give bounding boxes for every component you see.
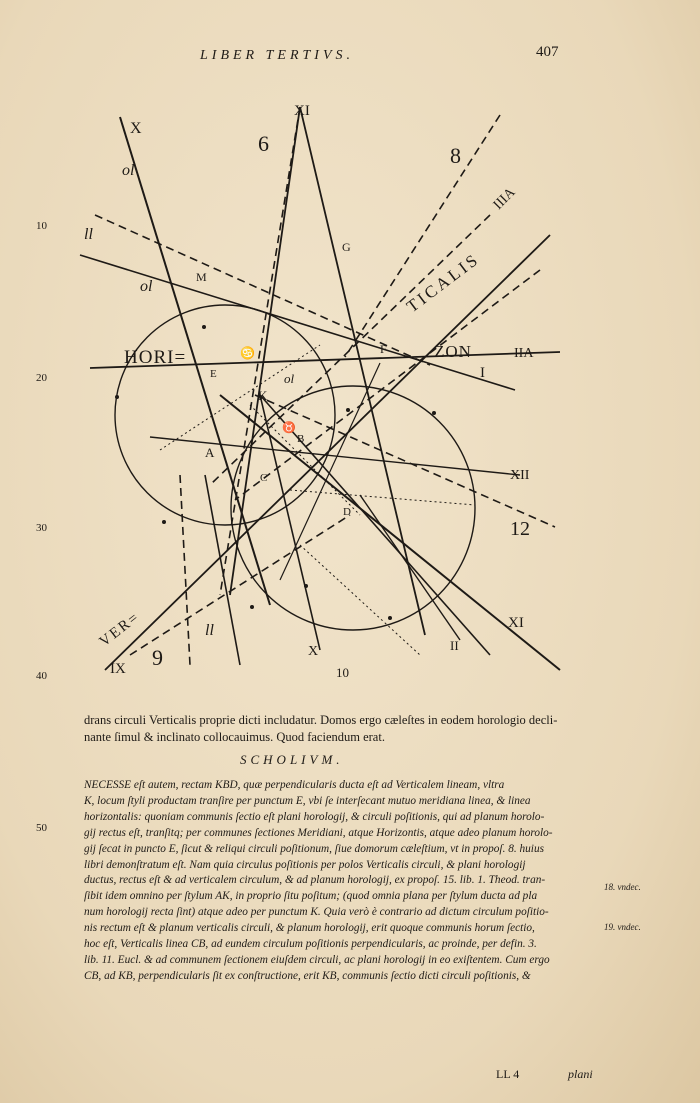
label-script: ll bbox=[84, 226, 93, 243]
page-number: 407 bbox=[536, 44, 559, 60]
scholium-line: ductus, rectus eſt & ad verticalem circulum, & ad planum horologij, ex propoſ. 15. lib. 1. Theod. tran- bbox=[84, 874, 546, 887]
point-e: E bbox=[210, 368, 217, 380]
scholium-line: gij rectus eſt, tranſitq; per communes ſectiones Meridiani, atque Horizontis, atque adeo planum horolo- bbox=[84, 826, 553, 839]
label-xi-b: XI bbox=[508, 615, 524, 631]
sundial-diagram bbox=[60, 95, 570, 705]
point-b: B bbox=[297, 433, 305, 445]
label-horizon-word: HORI= bbox=[124, 347, 187, 368]
point-d: D bbox=[343, 506, 351, 518]
point-f: F bbox=[380, 342, 387, 356]
meridian-line bbox=[280, 363, 380, 580]
catchword: plani bbox=[568, 1067, 593, 1081]
hour-line-ii-b bbox=[360, 495, 460, 640]
margin-note: 19. vndec. bbox=[604, 922, 641, 932]
label-x-b: X bbox=[308, 644, 319, 659]
dashed-line-iia bbox=[235, 270, 540, 500]
label-script: ll bbox=[205, 622, 214, 639]
scholium-line: CB, ad KB, perpendicularis ſit ex conſtructione, erit KB, communis ſectio dicti circuli poſitionis, & bbox=[84, 969, 531, 982]
margin-line-number: 30 bbox=[36, 522, 47, 534]
scholium-line: hoc eſt, Verticalis linea CB, ad eundem circulum poſitionis perpendicularis, ac proinde, per defin. 3. bbox=[84, 938, 537, 951]
label-xi: XI bbox=[294, 103, 310, 119]
margin-note: 18. vndec. bbox=[604, 882, 641, 892]
label-iiia: IIIA bbox=[490, 185, 519, 213]
margin-line-number: 10 bbox=[36, 220, 47, 232]
label-ii: II bbox=[450, 638, 459, 653]
closing-line: nante ſimul & inclinato collocauimus. Quod faciendum erat. bbox=[84, 730, 385, 744]
label-iia: IIA bbox=[514, 346, 534, 361]
dashed-line-12 bbox=[255, 395, 555, 527]
label-6: 6 bbox=[258, 131, 269, 156]
label-ver-word: VER= bbox=[96, 608, 144, 651]
label-8: 8 bbox=[450, 143, 461, 168]
label-i: I bbox=[480, 365, 485, 381]
label-script: ol bbox=[140, 278, 153, 295]
point-g: G bbox=[342, 240, 351, 254]
closing-line: drans circuli Verticalis proprie dicti includatur. Domos ergo cæleſtes in eodem horologio decli- bbox=[84, 713, 558, 727]
dashed-line-6 bbox=[220, 107, 300, 595]
label-ix: IX bbox=[110, 661, 126, 677]
label-zon-word: ZON bbox=[434, 342, 472, 361]
scholium-body bbox=[84, 778, 596, 985]
label-10: 10 bbox=[336, 665, 349, 680]
vertical-line bbox=[105, 235, 550, 670]
hour-circle-upper bbox=[115, 305, 335, 525]
cancer-symbol: ♋ bbox=[240, 346, 255, 360]
label-12: 12 bbox=[510, 518, 530, 540]
closing-text bbox=[84, 712, 604, 746]
taurus-symbol: ♉ bbox=[282, 422, 296, 434]
scholium-line: libri demonſtratum eſt. Nam quia circulus poſitionis per polos Verticalis circuli, & plani horologij bbox=[84, 858, 526, 871]
scholium-line: gij ſecat in puncto E, ſicut & reliqui circuli poſitionum, ſiue domorum cæleſtium, vt in propoſ. 8. huius bbox=[84, 842, 544, 855]
point-m: M bbox=[196, 270, 207, 284]
label-script: ol bbox=[284, 371, 295, 386]
point-k: K bbox=[258, 388, 268, 403]
scholium-line: nis rectum eſt & planum verticalis circuli, & planum horologij, erit quoque communis horum ſectio, bbox=[84, 922, 535, 935]
signature-mark: LL 4 bbox=[496, 1067, 520, 1081]
hour-line-x-b bbox=[260, 395, 490, 655]
margin-line-number: 40 bbox=[36, 670, 47, 682]
dashed-line-9b bbox=[180, 475, 190, 665]
label-x: X bbox=[130, 120, 142, 137]
margin-line-number: 50 bbox=[36, 822, 47, 834]
hour-line-xi-b bbox=[300, 107, 425, 635]
scholium-line: NECESSE eſt autem, rectam KBD, quæ perpendicularis ducta eſt ad Verticalem lineam, vltra bbox=[84, 779, 505, 791]
margin-line-number: 20 bbox=[36, 372, 47, 384]
label-9: 9 bbox=[152, 645, 163, 670]
scholium-line: num horologij recta ſint) atque adeo per punctum K. Quia verò è contrario ad dictum circulum poſitio- bbox=[84, 906, 549, 919]
label-xii: XII bbox=[510, 468, 530, 483]
point-c: C bbox=[260, 472, 268, 484]
scholium-heading: SCHOLIVM. bbox=[240, 752, 344, 767]
scholium-line: horizontalis: quoniam communis ſectio eſt plani horologij, & circuli poſitionis, qui ad planum horolo- bbox=[84, 810, 545, 823]
scholium-line: lib. 11. Eucl. & ad communem ſectionem eiuſdem circuli, ac plani horologij in eo exiſtentem. Cum ergo bbox=[84, 953, 550, 966]
running-title: LIBER TERTIVS. bbox=[200, 48, 354, 63]
label-script: ol bbox=[122, 162, 135, 179]
dashed-line-8 bbox=[345, 115, 500, 357]
point-a: A bbox=[205, 445, 215, 460]
label-verticalis-word: TICALIS bbox=[402, 249, 484, 317]
scholium-line: K, locum ſtyli productam tranſire per punctum E, vbi ſe interſecant mutuo meridiana linea, & linea bbox=[84, 794, 531, 807]
scholium-line: ſibit idem omnino per ſtylum AK, in proprio ſitu poſitum; (quod omnia plana per ſtylum ducta ad pla bbox=[84, 890, 538, 903]
